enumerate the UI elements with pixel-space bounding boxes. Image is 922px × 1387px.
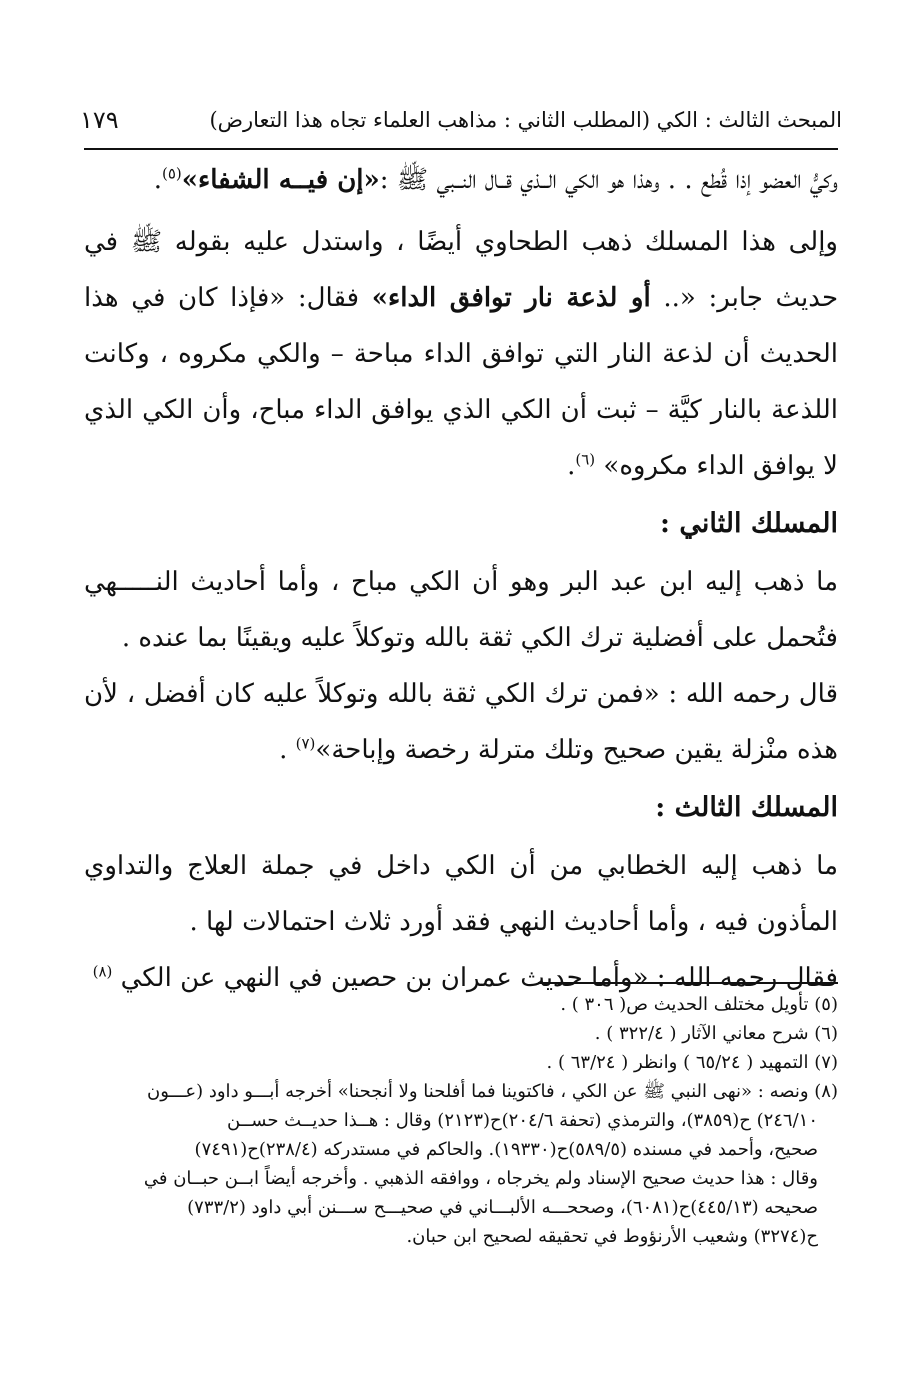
footnote-8-line-6: ح(٣٢٧٤) وشعيب الأرنؤوط في تحقيقه لصحيح ابن حبان. [406, 1226, 818, 1247]
footnote-ref-6[interactable]: (٦) [575, 450, 596, 469]
running-header [80, 96, 842, 144]
paragraph-2-text-a: وإلى هذا المسلك ذهب الطحاوي أيضًا ، واستدل عليه بقوله ﷺ في حديث جابر: «.. [84, 227, 839, 313]
footnote-8-line-5: صحيحه (٤٤٥/١٣)ح(٦٠٨١)، وصححـــه الألبـــاني في صحيـــح ســـنن أبي داود (٧٣٣/٢) [187, 1197, 818, 1218]
paragraph-5: ما ذهب إليه الخطابي من أن الكي داخل في جملة العلاج والتداوي المأذون فيه ، وأما أحاديث النهي فقد أورد ثلاث احتمالات لها . [84, 851, 838, 937]
footnote-ref-7[interactable]: (٧) [295, 734, 316, 753]
paragraph-4 [84, 666, 838, 778]
footnotes [84, 990, 838, 1251]
footnote-ref-5[interactable]: (٥) [161, 164, 182, 183]
paragraph-2 [84, 214, 838, 494]
paragraph-2-end: . [567, 451, 576, 481]
heading-second-approach: المسلك الثاني : [659, 508, 838, 539]
footnote-6: (٦) شرح معاني الآثار ( ٣٢٢/٤ ) . [594, 1023, 838, 1044]
paragraph-4-end: . [279, 735, 288, 765]
header-title: المبحث الثالث : الكي (المطلب الثاني : مذاهب العلماء تجاه هذا التعارض) [209, 108, 842, 132]
paragraph-1-end: . [153, 165, 162, 195]
paragraph-3: ما ذهب إليه ابن عبد البر وهو أن الكي مباح ، وأما أحاديث النـــــهي فتُحمل على أفضلية ترك الكي ثقة بالله وتوكلاً عليه ويقينًا بما عنده . [84, 567, 838, 653]
paragraph-6-text: فقال رحمه الله : «وأما حديث عمران بن حصين في النهي عن الكي [120, 963, 838, 993]
footnote-5: (٥) تأويل مختلف الحديث ص( ٣٠٦ ) . [560, 994, 838, 1015]
paragraph-4-text: قال رحمه الله : «فمن ترك الكي ثقة بالله وتوكلاً عليه كان أفضل ، لأن هذه منْزلة يقين صحيح وتلك مترلة رخصة وإباحة» [84, 679, 838, 765]
footnote-8-line-1: (٨) ونصه : «نهى النبي ﷺ عن الكي ، فاكتوينا فما أفلحنا ولا أنجحنا» أخرجه أبـــو داود (عـــون [147, 1081, 838, 1102]
footnote-8-line-2: ٢٤٦/١٠) ح(٣٨٥٩)، والترمذي (تحفة ٢٠٤/٦)ح(٢١٢٣) وقال : هــذا حديــث حســن [227, 1110, 818, 1131]
heading-third-approach: المسلك الثالث : [655, 792, 838, 823]
paragraph-2-text-b: فقال: «فإذا كان في هذا الحديث أن لذعة النار التي توافق الداء مباحة – والكي مكروه ، وكانت اللذعة بالنار كيَّة – ثبت أن الكي الذي يوافق الداء مباح، وأن الكي الذي لا يوافق الداء مكروه» [84, 283, 838, 481]
footnote-8-line-3: صحيح، وأحمد في مسنده (٥٨٩/٥)ح(١٩٣٣٠). والحاكم في مستدركه (٢٣٨/٤)ح(٧٤٩١) [194, 1139, 818, 1160]
hadith-quote-2: أو لذعة نار توافق الداء» [371, 283, 651, 313]
paragraph-1-text: وكيُّ العضو إذا قُطع . . وهذا هو الكي الــذي قــال النــبي ﷺ : [379, 165, 838, 195]
footnote-8-line-4: وقال : هذا حديث صحيح الإسناد ولم يخرجاه ، ووافقه الذهبي . وأخرجه أيضاً ابــن حبــان في [143, 1168, 818, 1189]
header-divider [84, 148, 838, 150]
footnote-ref-8[interactable]: (٨) [92, 962, 113, 981]
main-text [84, 152, 838, 1006]
footnote-divider [538, 982, 838, 984]
page-number: ١٧٩ [80, 106, 119, 134]
hadith-quote-1: «إن فيــه الشفاء» [181, 165, 380, 195]
footnote-7: (٧) التمهيد ( ٦٥/٢٤ ) وانظر ( ٦٣/٢٤ ) . [546, 1052, 838, 1073]
paragraph-1 [84, 152, 838, 208]
